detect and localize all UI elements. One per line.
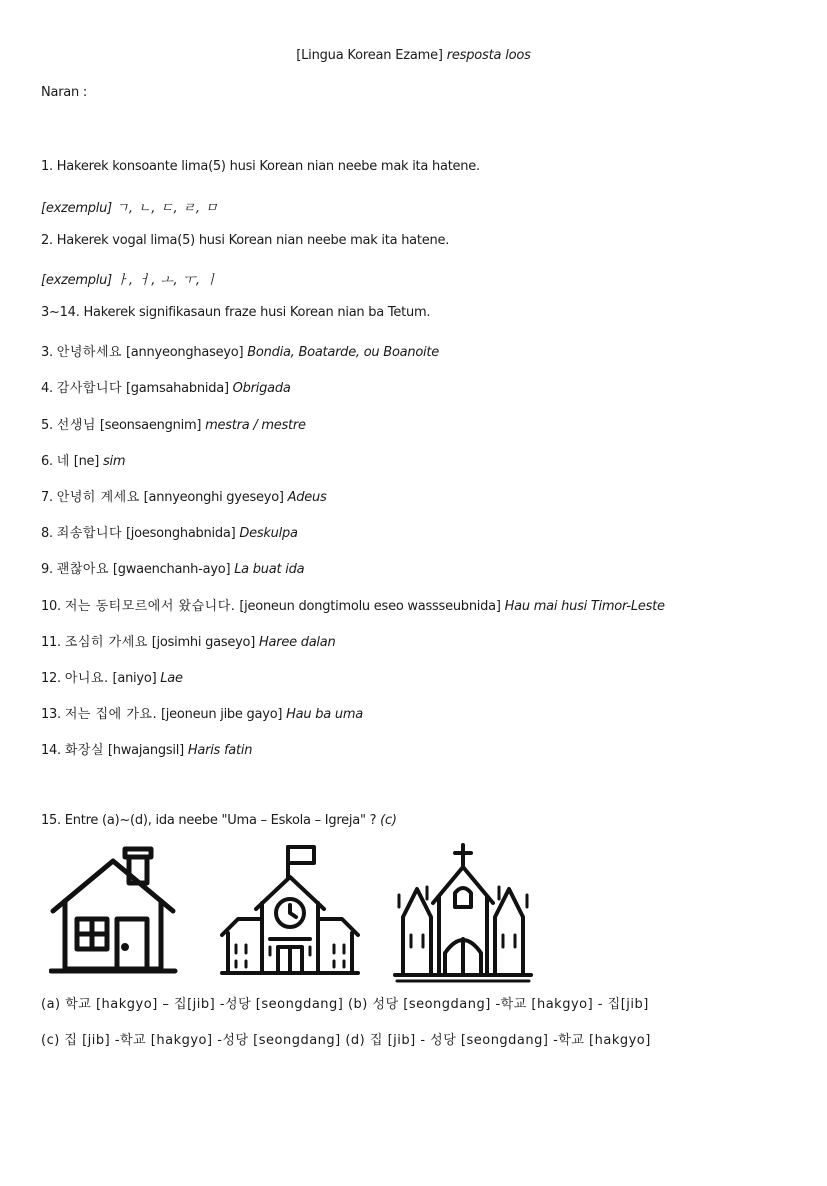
phrase-romanization: [josimhi gaseyo] [151, 635, 256, 650]
phrase-romanization: [gwaenchanh-ayo] [112, 562, 231, 577]
title-text: [Lingua Korean Ezame] [296, 48, 443, 63]
phrase-tetum: Deskulpa [239, 526, 298, 541]
phrase-tetum: Bondia, Boatarde, ou Boanoite [247, 345, 440, 360]
example-label: [exzemplu] [41, 273, 112, 288]
phrase-item [41, 522, 298, 541]
question-15-text: 15. Entre (a)~(d), ida neebe "Uma – Eskola – Igreja" ? [41, 813, 377, 828]
phrase-number: 7. [41, 490, 53, 505]
phrase-number: 4. [41, 381, 53, 396]
phrase-number: 10. [41, 599, 61, 614]
phrase-romanization: [seonsaengnim] [99, 418, 202, 433]
phrase-korean: 저는 집에 가요. [64, 707, 158, 722]
phrase-tetum: Adeus [287, 490, 327, 505]
phrase-item [41, 631, 336, 650]
phrase-korean: 죄송합니다 [56, 526, 123, 541]
phrase-item [41, 341, 439, 360]
question-15-options-cd: (c) 집 [jib] -학교 [hakgyo] -성당 [seongdang] (d) 집 [jib] - 성당 [seongdang] -학교 [hakgyo] [41, 1033, 651, 1048]
phrase-romanization: [annyeonghaseyo] [125, 345, 244, 360]
phrase-item [41, 667, 183, 686]
phrase-item [41, 377, 291, 396]
questions-3-14-instruction: 3~14. Hakerek signifikasaun fraze husi Korean nian ba Tetum. [41, 305, 431, 320]
phrase-tetum: La buat ida [234, 562, 305, 577]
page-title [0, 48, 827, 63]
phrase-tetum: sim [103, 454, 126, 469]
icon-row [40, 843, 540, 983]
house-icon [49, 843, 179, 978]
title-note: resposta loos [446, 48, 531, 63]
phrase-romanization: [jeoneun dongtimolu eseo wassseubnida] [239, 599, 501, 614]
phrase-number: 8. [41, 526, 53, 541]
phrase-tetum: Obrigada [232, 381, 291, 396]
question-2-example [41, 269, 218, 288]
phrase-romanization: [gamsahabnida] [125, 381, 229, 396]
phrase-tetum: Haree dalan [258, 635, 336, 650]
question-15 [41, 813, 397, 828]
phrase-item [41, 414, 306, 433]
phrase-tetum: Haris fatin [187, 743, 253, 758]
phrase-number: 9. [41, 562, 53, 577]
question-1: 1. Hakerek konsoante lima(5) husi Korean nian neebe mak ita hatene. [41, 159, 480, 174]
phrase-number: 14. [41, 743, 61, 758]
phrase-number: 11. [41, 635, 61, 650]
church-icon [393, 843, 533, 983]
question-1-example [41, 197, 218, 216]
phrase-korean: 선생님 [56, 418, 96, 433]
phrase-tetum: Hau ba uma [286, 707, 363, 722]
phrase-romanization: [joesonghabnida] [125, 526, 236, 541]
name-label: Naran : [41, 85, 88, 100]
question-15-options-ab: (a) 학교 [hakgyo] – 집[jib] -성당 [seongdang] (b) 성당 [seongdang] -학교 [hakgyo] - 집[jib] [41, 997, 649, 1012]
phrase-korean: 아니요. [64, 671, 109, 686]
phrase-romanization: [annyeonghi gyeseyo] [143, 490, 284, 505]
phrase-tetum: Lae [160, 671, 183, 686]
phrase-tetum: mestra / mestre [205, 418, 306, 433]
question-15-answer: (c) [380, 813, 397, 828]
question-2: 2. Hakerek vogal lima(5) husi Korean nian neebe mak ita hatene. [41, 233, 450, 248]
phrase-romanization: [hwajangsil] [107, 743, 184, 758]
phrase-korean: 안녕하세요 [56, 345, 123, 360]
phrase-korean: 안녕히 계세요 [56, 490, 140, 505]
phrase-korean: 조심히 가세요 [64, 635, 148, 650]
phrase-item [41, 450, 125, 469]
example-answer: ㅏ, ㅓ, ㅗ, ㅜ, ㅣ [115, 273, 219, 288]
example-answer: ㄱ, ㄴ, ㄷ, ㄹ, ㅁ [115, 201, 219, 216]
phrase-number: 13. [41, 707, 61, 722]
phrase-romanization: [aniyo] [112, 671, 157, 686]
phrase-romanization: [ne] [73, 454, 100, 469]
phrase-item [41, 739, 252, 758]
phrase-romanization: [jeoneun jibe gayo] [160, 707, 283, 722]
phrase-korean: 네 [56, 454, 70, 469]
school-icon [220, 843, 360, 978]
phrase-number: 5. [41, 418, 53, 433]
phrase-korean: 저는 동티모르에서 왔습니다. [64, 599, 236, 614]
phrase-item [41, 595, 665, 614]
phrase-number: 12. [41, 671, 61, 686]
phrase-number: 3. [41, 345, 53, 360]
phrase-korean: 화장실 [64, 743, 105, 758]
phrase-korean: 괜찮아요 [56, 562, 110, 577]
phrase-item [41, 558, 304, 577]
phrase-item [41, 703, 363, 722]
phrase-tetum: Hau mai husi Timor-Leste [504, 599, 665, 614]
phrase-item [41, 486, 327, 505]
phrase-korean: 감사합니다 [56, 381, 123, 396]
phrase-number: 6. [41, 454, 53, 469]
example-label: [exzemplu] [41, 201, 112, 216]
